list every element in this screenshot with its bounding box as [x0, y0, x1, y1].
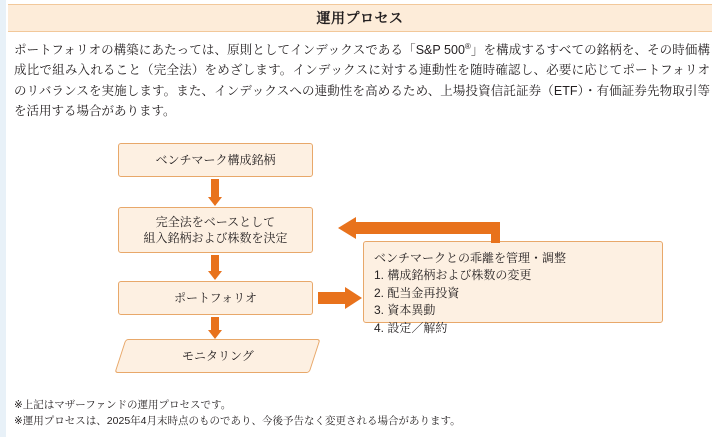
intro-text-part1: ポートフォリオの構築にあたっては、原則としてインデックスである「S&P 500	[14, 43, 465, 57]
arrow-right-to-adjustment	[318, 287, 362, 309]
arrow-head	[208, 330, 222, 339]
arrow-head	[208, 197, 222, 206]
arrow-stem	[355, 222, 500, 234]
footnote-1: ※上記はマザーファンドの運用プロセスです。	[14, 399, 232, 411]
arrow-head	[345, 287, 362, 309]
flow-node-tracking-adjustment-body	[374, 250, 566, 337]
flow-node-benchmark-constituents	[118, 143, 313, 177]
flow-node-full-replication-line1: 完全法をベースとして	[155, 214, 276, 229]
arrow-down-3	[208, 317, 222, 339]
left-accent-rail	[0, 0, 6, 437]
flow-node-full-replication-label	[143, 214, 287, 246]
flow-node-tracking-adjustment-title: ベンチマークとの乖離を管理・調整	[374, 251, 567, 265]
adjustment-item-4: 4. 設定／解約	[374, 320, 448, 335]
arrow-stem	[318, 292, 346, 304]
adjustment-item-2: 2. 配当金再投資	[374, 285, 460, 300]
intro-text-part2: 」を構成するすべての銘柄を、その時価構成比で組み入れること（完全法）をめざします。インデックスに対する連動性を随時確認し、必要に応じてポートフォリオのリバランスを実施します。また、インデックスへの連動性を高めるため、上場投資信託証券（ETF）・有価証券先物取引等を活用する場合があります。	[14, 43, 710, 118]
section-title-bar	[8, 4, 712, 32]
intro-paragraph	[14, 40, 710, 121]
flow-node-portfolio	[118, 281, 313, 315]
flow-node-benchmark-constituents-label: ベンチマーク構成銘柄	[155, 152, 276, 167]
footnotes	[14, 398, 714, 430]
arrow-down-2	[208, 255, 222, 280]
footnote-2: ※運用プロセスは、2025年4月末時点のものであり、今後予告なく変更される場合があります。	[14, 414, 461, 427]
registered-mark: ®	[464, 41, 471, 51]
flow-node-full-replication	[118, 207, 313, 253]
flow-node-monitoring-label: モニタリング	[181, 348, 254, 363]
flow-node-full-replication-line2: 組入銘柄および株数を決定	[143, 231, 288, 245]
flow-node-tracking-adjustment	[363, 241, 663, 335]
adjustment-item-1: 1. 構成銘柄および株数の変更	[374, 268, 532, 283]
arrow-head	[338, 217, 356, 239]
feedback-arrow-left	[338, 217, 500, 239]
process-flow-diagram	[8, 135, 720, 395]
arrow-stem	[211, 255, 219, 271]
arrow-down-1	[208, 179, 222, 206]
adjustment-item-3: 3. 資本異動	[374, 303, 436, 318]
flow-node-portfolio-label: ポートフォリオ	[174, 290, 257, 305]
arrow-stem	[211, 179, 219, 197]
page-title: 運用プロセス	[316, 10, 404, 26]
arrow-stem	[211, 317, 219, 330]
arrow-head	[208, 271, 222, 280]
page-content	[8, 0, 720, 437]
flow-node-monitoring	[114, 339, 320, 373]
